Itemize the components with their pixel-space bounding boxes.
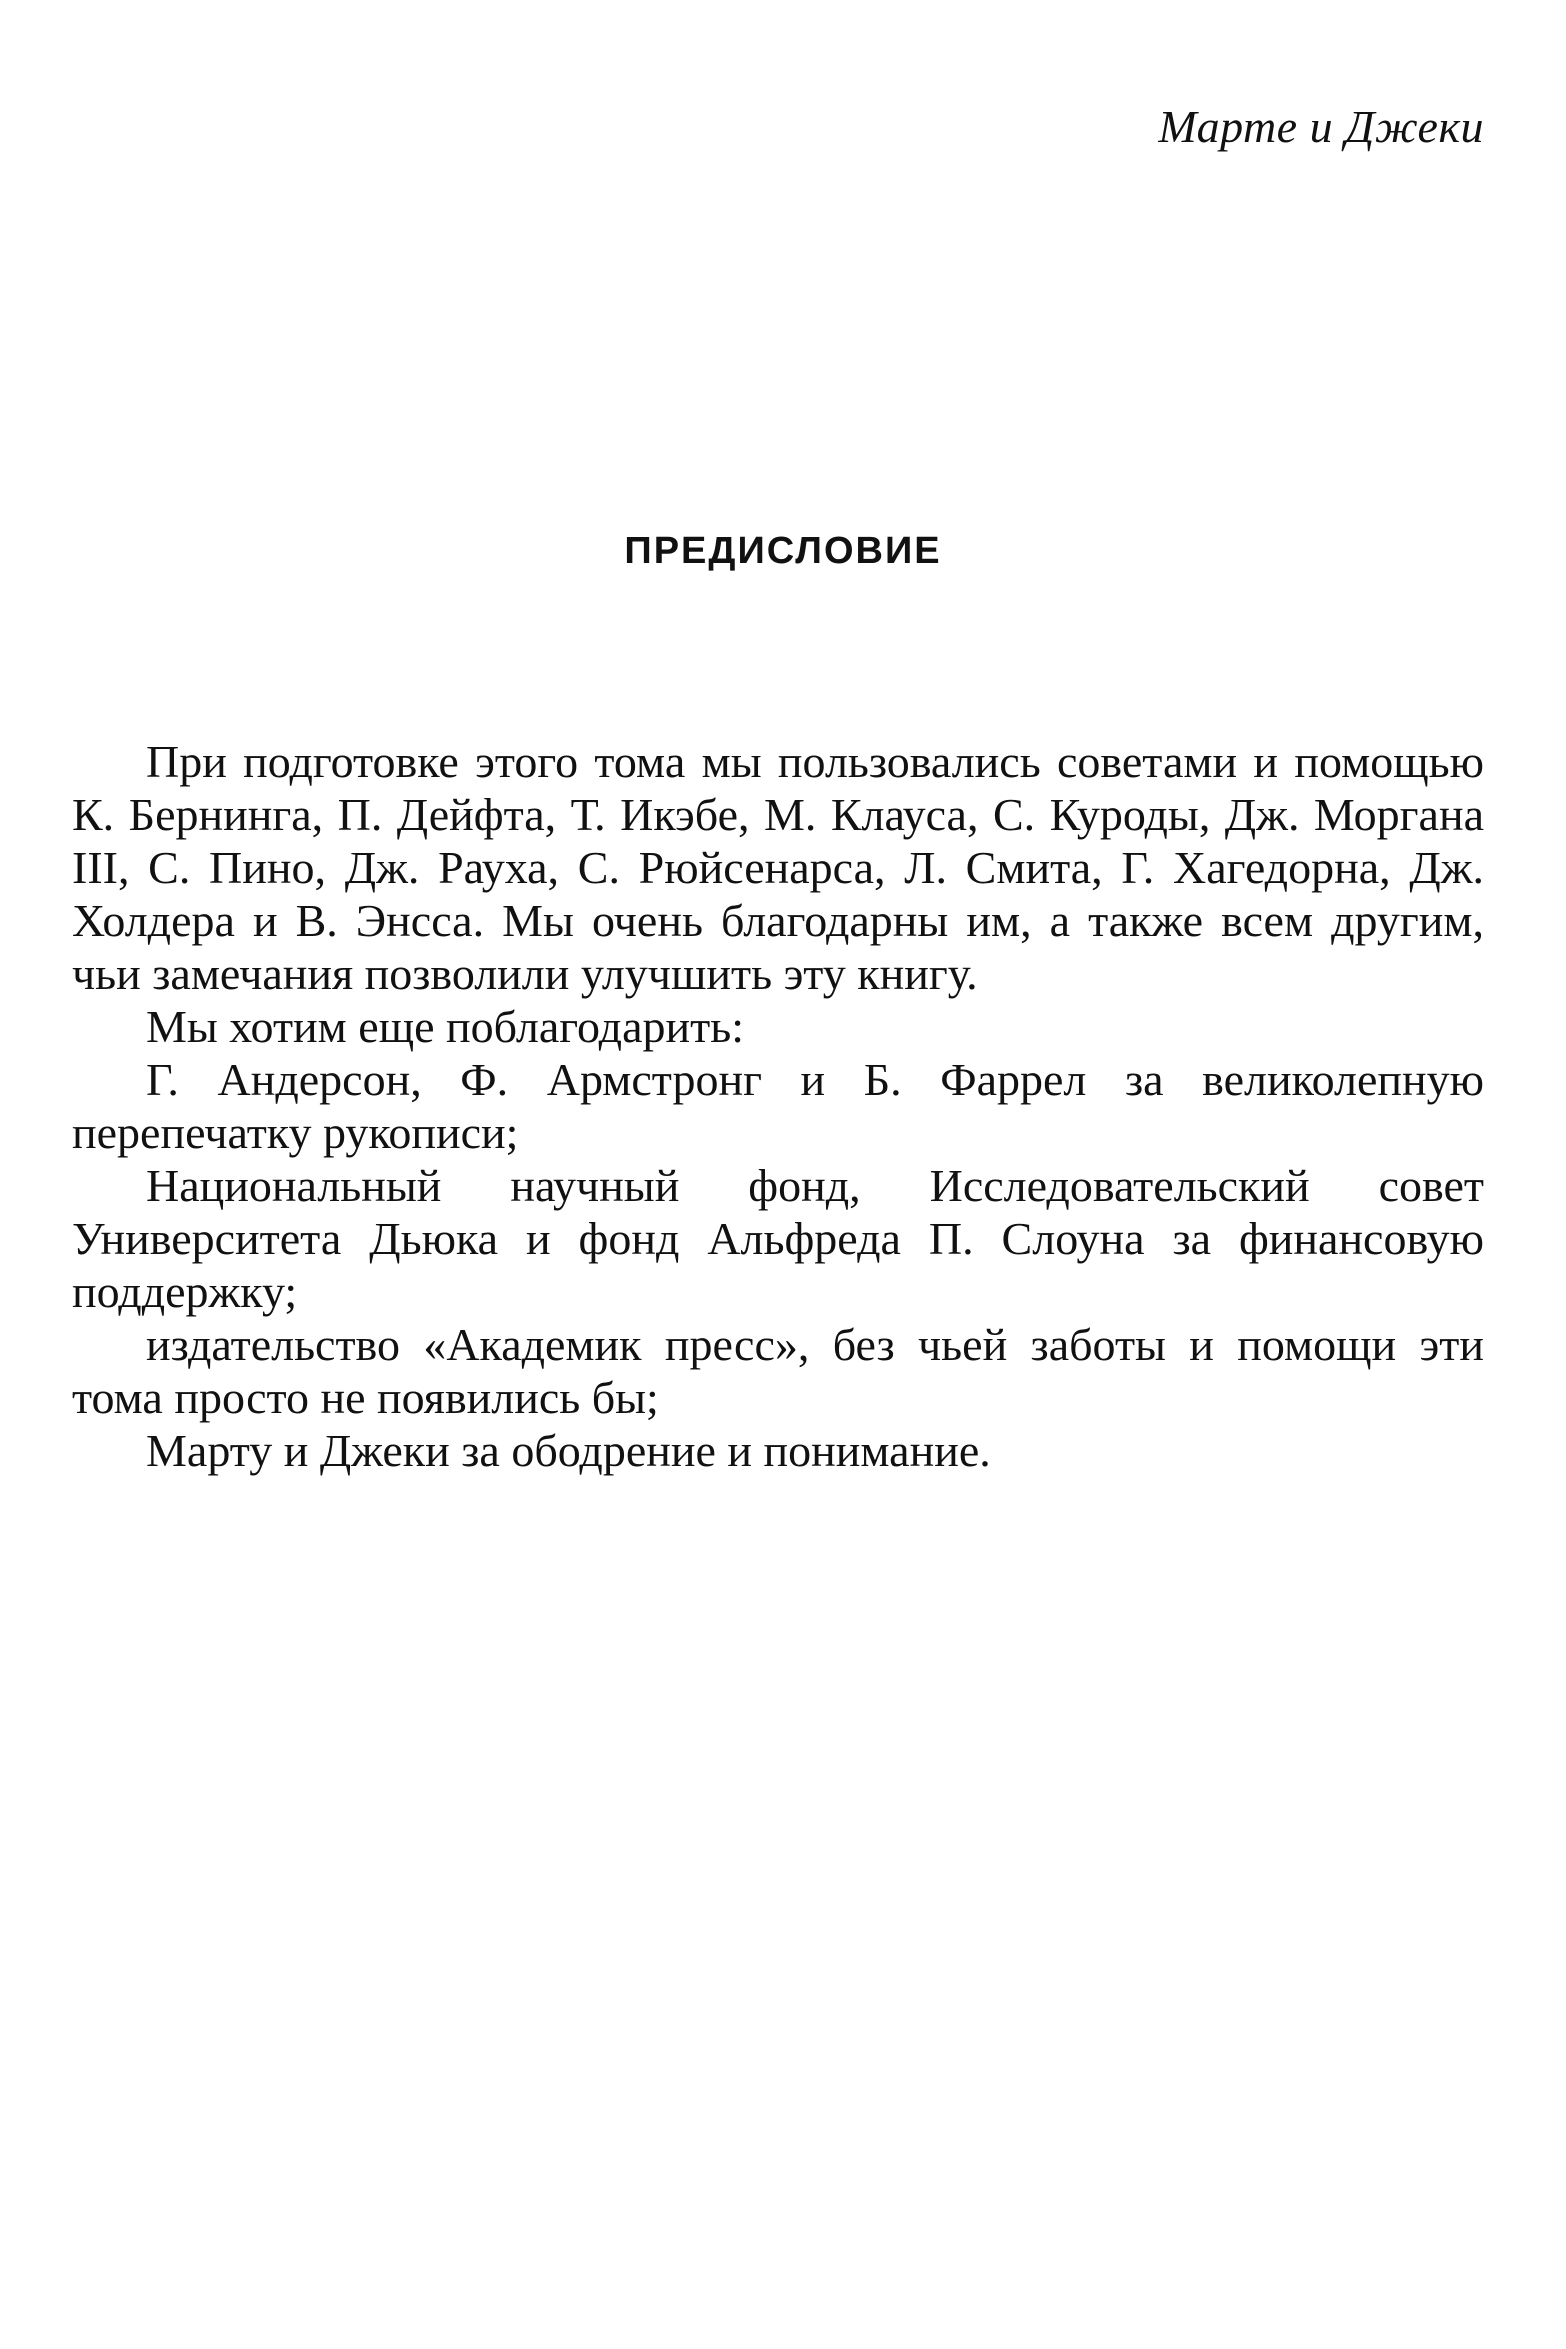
paragraph-thanks-intro: Мы хотим еще поблагодарить: <box>146 1001 744 1052</box>
preface-body <box>72 735 1484 1477</box>
paragraph-funding-thanks: Национальный научный фонд, Исследовательский совет Университета Дьюка и фонд Альфреда П. Слоуна за финансовую поддержку; <box>72 1160 1484 1317</box>
paragraph-publisher-thanks: издательство «Академик пресс», без чьей заботы и помощи эти тома просто не появились бы; <box>72 1319 1484 1423</box>
page-title: ПРЕДИСЛОВИЕ <box>624 530 942 572</box>
paragraph-family-thanks: Марту и Джеки за ободрение и понимание. <box>146 1425 991 1476</box>
paragraph-acknowledgments: При подготовке этого тома мы пользовались советами и помощью К. Бернинга, П. Дейфта, Т. Икэбе, М. Клауса, С. Куроды, Дж. Моргана III, С. Пино, Дж. Рауха, С. Рюйсенарса, Л. Смита, Г. Хагедорна, Дж. Холдера и В. Энсса. Мы очень благодарны им, а также всем другим, чьи замечания позволили улучшить эту книгу. <box>72 736 1484 999</box>
dedication: Марте и Джеки <box>1158 101 1484 152</box>
paragraph-typing-thanks: Г. Андерсон, Ф. Армстронг и Б. Фаррел за великолепную перепечатку рукописи; <box>72 1054 1484 1158</box>
